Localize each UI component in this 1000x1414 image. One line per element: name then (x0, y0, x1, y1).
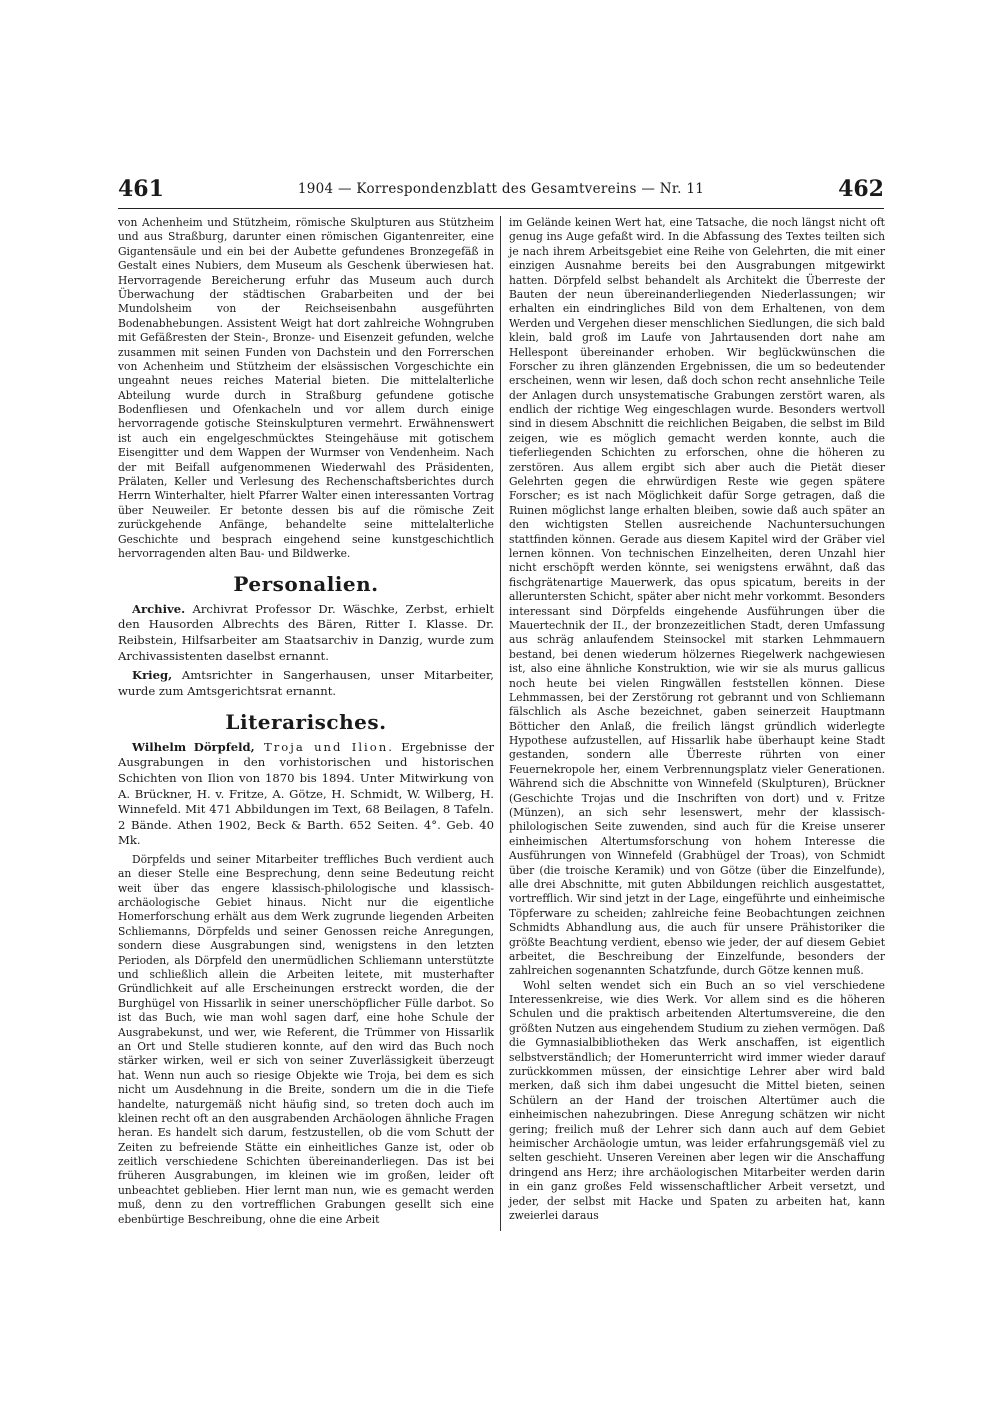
intro-paragraph: von Achenheim und Stützheim, römische Skulpturen aus Stützheim und aus Straßburg, darunter einen römischen Gigantenreiter, eine Gigantensäule und ein bei der Aubette gefundenes Bronzegefäß in Gestalt eines Nubiers, dem Museum als Geschenk überwiesen hat. Hervorragende Bereicherung erfuhr das Museum auch durch Überwachung der städtischen Grabarbeiten und der bei Mundolsheim von der Reichseisenbahn ausgeführten Bodenabhebungen. Assistent Weigt hat dort zahlreiche Wohngruben mit Gefäßresten der Stein-, Bronze- und Eisenzeit gefunden, welche zusammen mit seinen Funden von Dachstein und den Forrerschen von Achenheim und Stützheim der elsässischen Vorgeschichte ein ungeahnt neues reiches Material bieten. Die mittelalterliche Abteilung wurde durch in Straßburg gefundene gotische Bodenfliesen und Ofenkacheln und vor allem durch einige hervorragende gotische Steinskulpturen vermehrt. Erwähnenswert ist auch ein engelgeschmücktes Steingehäuse mit gotischem Eisengitter und dem Wappen der Wurmser von Vendenheim. Nach der mit Beifall aufgenommenen Wiederwahl des Präsidenten, Prälaten, Keller und Verlesung des Rechenschaftsberichtes durch Herrn Winterhalter, hielt Pfarrer Walter einen interessanten Vortrag über Neuweiler. Er betonte dessen bis auf die römische Zeit zurückgehende Anfänge, behandelte seine mittelalterliche Geschichte und besprach eingehend seine kunstgeschichtlich hervorragenden alten Bau- und Bildwerke. (118, 216, 494, 560)
review-title: Troja und Ilion. (254, 739, 394, 754)
left-column (118, 216, 494, 1227)
header-rule (118, 208, 884, 209)
archive-entry (118, 602, 494, 664)
review-bibliography (118, 740, 494, 849)
archive-lead: Archive. (132, 601, 186, 616)
right-column (509, 216, 885, 1223)
krieg-entry (118, 668, 494, 699)
section-heading-literarisches: Literarisches. (225, 710, 387, 735)
review-author: Wilhelm Dörpfeld, (132, 739, 255, 754)
archive-text: Archivrat Professor Dr. Wäschke, Zerbst, erhielt den Hausorden Albrechts des Bären, Ritter I. Klasse. Dr. Reibstein, Hilfsarbeiter am Staatsarchiv in Danzig, wurde zum Archivassistenten daselbst ernannt. (118, 601, 494, 663)
column-divider (500, 216, 501, 1231)
krieg-lead: Krieg, (132, 668, 173, 683)
review-paragraph: Dörpfelds und seiner Mitarbeiter treffliches Buch verdient auch an dieser Stelle eine Besprechung, denn seine Bedeutung reicht weit über das engere klassisch-philologische und klassisch-archäologische Gebiet hinaus. Nicht nur die eigentliche Homerforschung erhält aus dem Werk zugrunde liegenden Arbeiten Schliemanns, Dörpfelds und seiner Genossen reiche Anregungen, sondern diese Ausgrabungen sind, wenigstens in den letzten Perioden, als Dörpfeld den unermüdlichen Schliemann unterstützte und schließlich allein die Arbeiten leitete, mit musterhafter Gründlichkeit auf alle Erscheinungen erstreckt worden, die der Burghügel von Hissarlik in seiner unerschöpflicher Fülle darbot. So ist das Buch, wie man wohl sagen darf, eine hohe Schule der Ausgrabekunst, und wer, wie Referent, die Trümmer von Hissarlik an Ort und Stelle studieren konnte, auf den wird das Buch noch stärker wirken, weil er sich von seiner Zuverlässigkeit überzeugt hat. Wenn nun auch so riesige Objekte wie Troja, bei dem es sich nicht um Ausdehnung in die Breite, sondern um die in die Tiefe handelte, naturgemäß nicht häufig sind, so treten doch auch im kleinen recht oft an den ausgrabenden Archäologen ähnliche Fragen heran. Es handelt sich darum, festzustellen, ob die vom Schutt der Zeiten zu befreiende Stätte ein einheitliches Ganze ist, oder ob zeitlich verschiedene Schichten übereinanderliegen. Das ist bei früheren Ausgrabungen, im kleinen wie im großen, leider oft unbeachtet geblieben. Hier lernt man nun, wie es gemacht werden muß, denn zu den vortrefflichen Grabungen gesellt sich eine ebenbürtige Beschreibung, ohne die eine Arbeit (118, 852, 494, 1226)
krieg-text: Amtsrichter in Sangerhausen, unser Mitarbeiter, wurde zum Amtsgerichtsrat ernannt. (118, 668, 494, 698)
review-continuation-paragraph: im Gelände keinen Wert hat, eine Tatsache, die noch längst nicht oft genug ins Auge gefaßt wird. In die Abfassung des Textes teilten sich je nach ihrem Arbeitsgebiet eine Reihe von Gelehrten, die mit einer einzigen Ausnahme bereits bei den Ausgrabungen mitgewirkt hatten. Dörpfeld selbst behandelt als Architekt die Überreste der Bauten der neun übereinanderliegenden Niederlassungen; wir erhalten ein eindringliches Bild von dem Erhaltenen, von dem Werden und Vergehen dieser menschlichen Siedlungen, die sich bald klein, bald groß im Laufe von Jahrtausenden dort nahe am Hellespont übereinander erhoben. Wir beglückwünschen die Forscher zu ihren glänzenden Ergebnissen, die um so bedeutender erscheinen, wenn wir lesen, daß doch schon recht ansehnliche Teile der Anlagen durch unsystematische Grabungen zerstört waren, als endlich der richtige Weg eingeschlagen wurde. Besonders wertvoll sind in diesem Abschnitt die reichlichen Beigaben, die selbst im Bild zeigen, wie es möglich gemacht werden konnte, auch die tieferliegenden Schichten zu erforschen, ohne die höheren zu zerstören. Aus allem ergibt sich aber auch die Pietät dieser Gelehrten gegen die ehrwürdigen Reste wie gegen spätere Forscher; es ist nach Möglichkeit dafür Sorge getragen, daß die Ruinen möglichst lange erhalten bleiben, sowie daß auch später an den wichtigsten Stellen ausreichende Nachuntersuchungen stattfinden können. Gerade aus diesem Kapitel wird der Gräber viel lernen können. Von technischen Einzelheiten, deren Unzahl hier nicht erschöpft werden könnte, sei wenigstens erwähnt, daß das fischgrätenartige Mauerwerk, das opus spicatum, bereits in der alleruntersten Schicht, später aber nicht mehr vorkommt. Besonders interessant sind Dörpfelds eingehende Ausführungen über die Mauertechnik der II., der bronzezeitlichen Stadt, deren Umfassung aus schräg anlaufendem Steinsockel mit starken Lehmmauern bestand, bei denen wiederum hölzernes Riegelwerk nachgewiesen ist, also eine ähnliche Konstruktion, wie wir sie als murus gallicus noch heute bei vielen Ringwällen feststellen können. Diese Lehmmassen, bei der Zerstörung rot gebrannt und von Schliemann fälschlich als Asche bezeichnet, gaben seinerzeit Hauptmann Bötticher den Anlaß, die freilich längst gründlich widerlegte Hypothese aufzustellen, auf Hissarlik habe überhaupt keine Stadt gestanden, sondern alle Überreste rührten von einer Feuernekropole her, einem Verbrennungsplatz vieler Generationen. Während sich die Abschnitte von Winnefeld (Skulpturen), Brückner (Geschichte Trojas und die Inschriften von dort) und v. Fritze (Münzen), an sich sehr lesenswert, mehr der klassisch-philologischen Seite zuwenden, sind auch für die Kreise unserer einheimischen Altertumsforschung von hohem Interesse die Ausführungen von Winnefeld (Grabhügel der Troas), von Schmidt über (die troische Keramik) und von Götze (über die Einzelfunde), alle drei Abschnitte, mit guten Abbildungen reichlich ausgestattet, vortrefflich. Wir sind jetzt in der Lage, eingeführte und einheimische Töpferware zu scheiden; zahlreiche feine Beobachtungen zeichnen Schmidts Abhandlung aus, die auch für unsere Prähistoriker die größte Beachtung verdient, ebenso wie jeder, der auf diesem Gebiet arbeitet, die Beschreibung der Einzelfunde, besonders der zahlreichen sogenannten Schatzfunde, durch Götze kennen muß. (509, 216, 885, 978)
section-heading-personalien: Personalien. (233, 572, 379, 597)
review-closing-paragraph: Wohl selten wendet sich ein Buch an so viel verschiedene Interessenkreise, wie dies Werk. Vor allem sind es die höheren Schulen und die praktisch arbeitenden Altertumsvereine, die den größten Nutzen aus eingehendem Studium zu ziehen vermögen. Daß die Gymnasialbibliotheken das Werk anschaffen, ist eigentlich selbstverständlich; der Homerunterricht wird immer wieder darauf zurückkommen müssen, der einsichtige Lehrer aber wird bald merken, daß sich ihm dabei ungesucht die Mittel bieten, seinen Schülern an der Hand der troischen Altertümer auch die einheimischen nahezubringen. Diese Anregung schätzen wir nicht gering; freilich muß der Lehrer sich dann auch auf dem Gebiet heimischer Archäologie umtun, was leider erfahrungsgemäß viel zu selten geschieht. Unseren Vereinen aber legen wir die Anschaffung dringend ans Herz; ihre archäologischen Mitarbeiter werden darin in ein ganz großes Feld wissenschaftlicher Arbeit versetzt, und jeder, der selbst mit Hacke und Spaten zu arbeiten hat, kann zweierlei daraus (509, 978, 885, 1222)
right-page-number: 462 (838, 176, 884, 202)
page-header (118, 176, 884, 206)
review-biblio-details: Ergebnisse der Ausgrabungen in den vorhistorischen und historischen Schichten von Ilion von 1870 bis 1894. Unter Mitwirkung von A. Brückner, H. v. Fritze, A. Götze, H. Schmidt, W. Wilberg, H. Winnefeld. Mit 471 Abbildungen im Text, 68 Beilagen, 8 Tafeln. 2 Bände. Athen 1902, Beck & Barth. 652 Seiten. 4°. Geb. 40 Mk. (118, 739, 494, 848)
running-title: 1904 — Korrespondenzblatt des Gesamtvereins — Nr. 11 (297, 181, 705, 197)
left-page-number: 461 (118, 176, 164, 202)
